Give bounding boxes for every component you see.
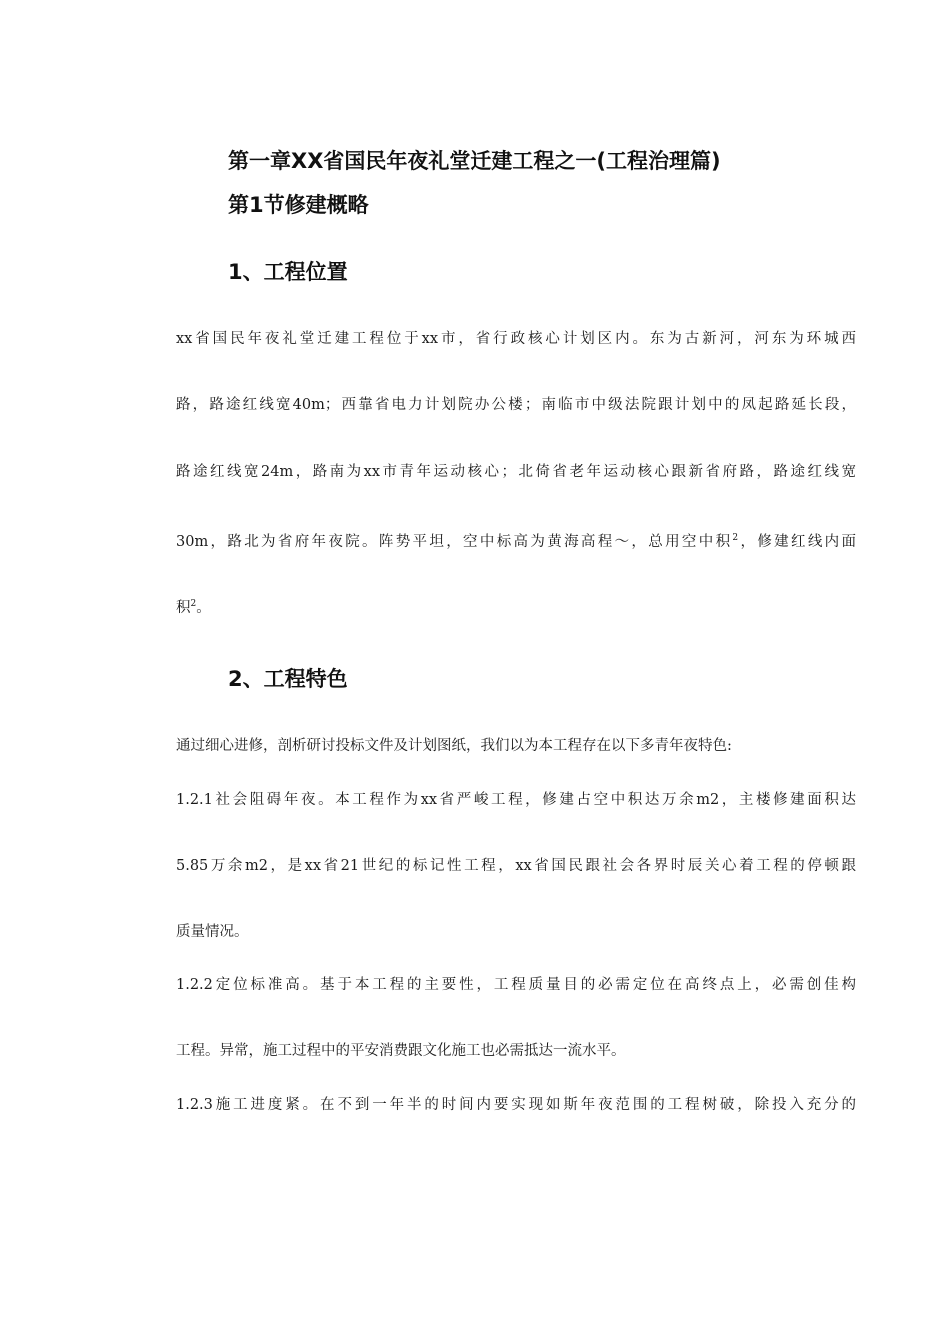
superscript: 2 [732,533,739,543]
superscript: 2 [190,599,197,609]
paragraph-text: 积 [176,600,191,616]
paragraph-text: 30m，路北为省府年夜院。阵势平坦，空中标高为黄海高程～，总用空中积 [176,534,733,550]
paragraph-text: 。 [196,600,211,616]
paragraph-line: 工程。异常，施工过程中的平安消费跟文化施工也必需抵达一流水平。 [176,1043,626,1059]
paragraph-text: ，修建红线内面 [738,534,857,550]
subsection-title-location: 1、工程位置 [228,260,348,284]
section-title: 第1节修建概略 [228,193,369,217]
paragraph-line: 5.85万余m2，是xx省21世纪的标记性工程，xx省国民跟社会各界时辰关心着工程的停顿跟 [176,858,856,874]
paragraph-line: xx省国民年夜礼堂迁建工程位于xx市，省行政核心计划区内。东为古新河，河东为环城西 [176,331,856,347]
paragraph-line: 1.2.3施工进度紧。在不到一年半的时间内要实现如斯年夜范围的工程树破，除投入充分的 [176,1097,856,1113]
paragraph-line [176,528,856,552]
paragraph-line: 通过细心进修，剖析研讨投标文件及计划图纸，我们以为本工程存在以下多青年夜特色: [176,738,732,754]
paragraph-line: 路途红线宽24m，路南为xx市青年运动核心；北倚省老年运动核心跟新省府路，路途红线宽 [176,464,856,480]
chapter-title: 第一章XX省国民年夜礼堂迁建工程之一(工程治理篇) [228,149,721,173]
paragraph-line: 1.2.2定位标准高。基于本工程的主要性，工程质量目的必需定位在高终点上，必需创佳构 [176,977,856,993]
paragraph-line: 1.2.1社会阻碍年夜。本工程作为xx省严峻工程，修建占空中积达万余m2，主楼修建面积达 [176,792,856,808]
paragraph-line: 路，路途红线宽40m；西靠省电力计划院办公楼；南临市中级法院跟计划中的凤起路延长段， [176,397,856,413]
subsection-title-features: 2、工程特色 [228,667,348,691]
paragraph-line: 质量情况。 [176,924,249,940]
paragraph-line [176,594,211,618]
